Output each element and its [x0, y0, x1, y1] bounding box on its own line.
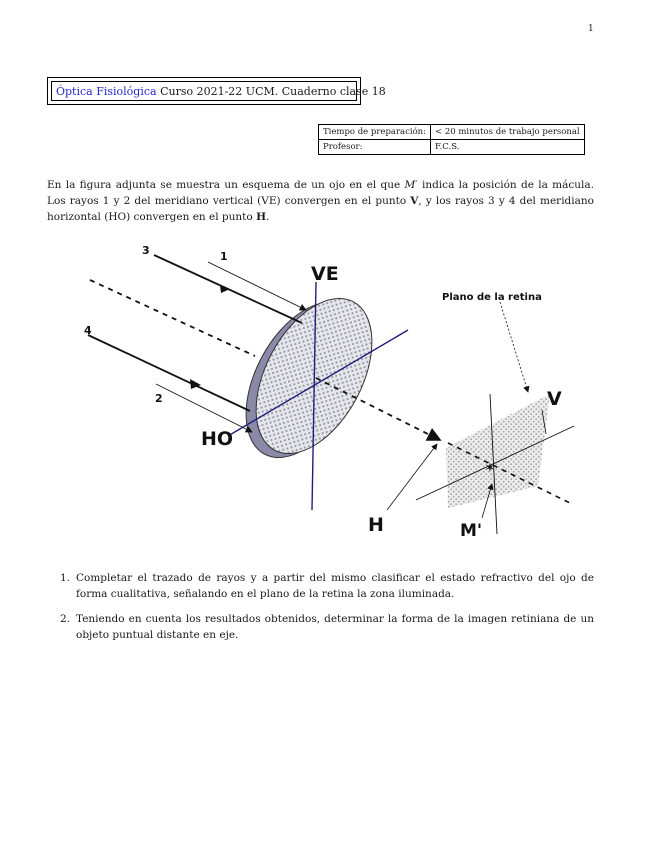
intro-text: .: [265, 211, 270, 223]
ray-3-arrow: [220, 285, 230, 293]
question-text: Teniendo en cuenta los resultados obtenidos, determinar la forma de la imagen retiniana de un objeto puntual distante en eje.: [76, 613, 594, 641]
intro-paragraph: [47, 177, 594, 225]
label-retina-plane: Plano de la retina: [442, 292, 542, 303]
prep-time-label: Tiempo de preparación:: [319, 125, 431, 140]
list-item: [60, 570, 594, 602]
macula-point-mark: ✶: [484, 461, 496, 476]
professor-label: Profesor:: [319, 140, 431, 155]
plane-leader: [500, 302, 528, 392]
table-row: [319, 125, 585, 140]
page-number: 1: [588, 24, 594, 34]
label-ray-2: 2: [155, 392, 163, 405]
title-box: [47, 77, 386, 105]
questions-list: [60, 570, 594, 652]
ray-4: [88, 335, 250, 411]
eye-diagram: [80, 238, 600, 548]
table-row: [319, 140, 585, 155]
intro-text: indica la posición de la mácula. Los rayos 1 y 2 del meridiano vertical (VE) convergen en el punto: [47, 179, 594, 207]
professor-value: F.C.S.: [431, 140, 585, 155]
label-ray-4: 4: [84, 324, 92, 337]
info-table: [318, 124, 585, 155]
point-h: H: [256, 211, 266, 223]
macula-symbol: M′: [404, 179, 418, 191]
optical-axis-front: [90, 280, 255, 356]
prep-time-value: < 20 minutos de trabajo personal: [431, 125, 585, 140]
question-number: 2.: [60, 613, 71, 625]
label-ve: VE: [311, 263, 339, 285]
question-text: Completar el trazado de rayos y a partir del mismo clasificar el estado refractivo del ojo de forma cualitativa, señalando en el plano de la retina la zona iluminada.: [76, 572, 594, 600]
point-v: V: [410, 195, 419, 207]
course-link[interactable]: Óptica Fisiológica: [56, 85, 157, 98]
label-v: V: [547, 388, 562, 410]
list-item: [60, 611, 594, 643]
intro-text: , y los rayos 3 y 4 del meridiano horizontal (HO) convergen en el punto: [47, 195, 594, 223]
ray-2: [156, 384, 252, 432]
title-rest: Curso 2021-22 UCM. Cuaderno clase 18: [156, 85, 386, 98]
label-m: M': [460, 521, 483, 541]
label-ray-3: 3: [142, 244, 150, 257]
page-title: [51, 81, 386, 101]
label-ray-1: 1: [220, 250, 228, 263]
label-h: H: [368, 514, 384, 536]
intro-text: En la figura adjunta se muestra un esquema de un ojo en el que: [47, 179, 405, 191]
h-leader: [387, 444, 437, 510]
retina-plane: [446, 394, 550, 508]
label-ho: HO: [201, 428, 234, 450]
question-number: 1.: [60, 572, 71, 584]
